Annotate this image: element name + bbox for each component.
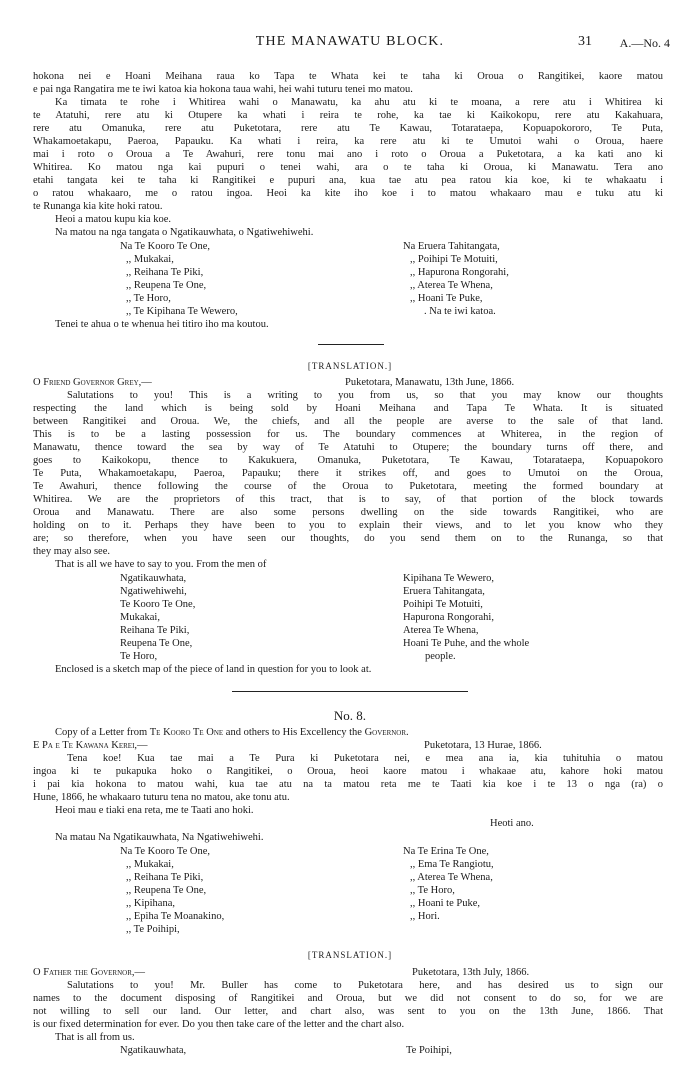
section-divider xyxy=(232,691,468,692)
section-intro xyxy=(55,726,409,739)
signature-name: Mukakai, xyxy=(120,612,160,623)
body-line: Oroua and Manawatu. There are also some persons dwelling on the side towards Rangitikei, who are xyxy=(33,507,663,518)
document-reference: A.—No. 4 xyxy=(619,36,670,50)
signature-name: Reihana Te Piki, xyxy=(120,625,190,636)
body-line: Salutations to you! Mr. Buller has come to Puketotara here, and has desired us to sign our xyxy=(67,980,663,991)
body-line: Heoi a matou kupu kia koe. xyxy=(55,214,172,225)
body-line: That is all we have to say to you. From the men of xyxy=(55,559,267,570)
section-heading: No. 8. xyxy=(333,708,367,723)
body-line: Enclosed is a sketch map of the piece of land in question for you to look at. xyxy=(55,664,372,675)
signature-name: ,, Reupena Te One, xyxy=(126,885,207,896)
signature-name: ,, Aterea Te Whena, xyxy=(410,280,493,291)
signature-name: ,, Te Horo, xyxy=(126,293,171,304)
signature-name: ,, Poihipi Te Motuiti, xyxy=(410,254,498,265)
signature-name: Na Te Erina Te One, xyxy=(403,846,489,857)
body-line: That is all from us. xyxy=(55,1032,135,1043)
signature-name: Ngatikauwhata, xyxy=(120,573,187,584)
body-line: not willing to sell our land. Our letter, and chart also, was sent to you on the 13th June, 1866. That xyxy=(33,1006,663,1017)
body-line: is our fixed determination for ever. Do you then take care of the letter and the chart also. xyxy=(33,1019,405,1030)
signature-name: Te Poihipi, xyxy=(406,1045,452,1056)
body-line: This is to be a lasting possession for us. The boundary commences at Whiterea, in the region of xyxy=(33,429,663,440)
body-line: Te Puta, Whakamoetakapu, Paeroa, Papauku; there it strikes off, and goes to Umutoi on the Oroua, xyxy=(33,468,663,479)
body-line: o ratou whakaaro, me o ratou ingoa. Heoi ka kite iho koe i to matou whakaaro mau e tuku atu ki xyxy=(33,188,663,199)
body-line: they may also see. xyxy=(33,546,110,557)
body-line: e pai nga Rangatira me te iwi katoa kia hokona taua wahi, hei wahi tuturu tenei mo matou. xyxy=(33,84,413,95)
signature-name: Na Te Kooro Te One, xyxy=(120,846,210,857)
body-line: te Atatuhi, rere atu ki Otupere ka whati i reira te rohe, ka tae ki Kaikokopu, rere atu Kakahuara, xyxy=(33,110,663,121)
body-line: Whitirea. Ko matou nga kai pupuri o tenei wahi, ara o te taha ki Oroua, ki Manawatu. Tera ano xyxy=(33,162,663,173)
body-line: Heoi mau e tiaki ena reta, me te Taati ano hoki. xyxy=(55,805,254,816)
body-line: Tenei te ahua o te whenua hei titiro iho ma koutou. xyxy=(55,319,269,330)
body-line: ingoa ki te pukapuka hoko o Rangitikei, o Oroua, heoi kaore matou i whakaae atu, kahore hoki matou xyxy=(33,766,663,777)
signature-name: Eruera Tahitangata, xyxy=(403,586,485,597)
signature-name: ,, Mukakai, xyxy=(126,254,174,265)
signature-name: ,, Hoani Te Puke, xyxy=(410,293,483,304)
body-line: Te Awahuri, thence following the course of the Oroua to Puketotara, meeting the formed boundary at xyxy=(33,481,663,492)
signature-name: ,, Reihana Te Piki, xyxy=(126,872,204,883)
signature-name: people. xyxy=(425,651,456,662)
signature-name: Ngatikauwhata, xyxy=(120,1045,187,1056)
signature-name: ,, Mukakai, xyxy=(126,859,174,870)
signature-name: ,, Reihana Te Piki, xyxy=(126,267,204,278)
intro-text: and others to His Excellency the xyxy=(223,727,365,738)
body-line: rere atu Omanuka, rere atu Puketotara, rere atu Te Kawau, Totarataepa, Kopuapokororo, Te Puta, xyxy=(33,123,663,134)
signature-name: ,, Aterea Te Whena, xyxy=(410,872,493,883)
body-line: Whitirea. We are the proprietors of this tract, that is to say, of that portion of the block towards xyxy=(33,494,663,505)
body-line: te Runanga kia kite hoki ratou. xyxy=(33,201,163,212)
intro-recipient: Governor. xyxy=(364,727,409,738)
translation-label: [TRANSLATION.] xyxy=(307,950,393,960)
signature-name: ,, Te Poihipi, xyxy=(126,924,180,935)
letter-place-date: Puketotara, 13 Hurae, 1866. xyxy=(424,740,542,751)
closing-phrase: Heoti ano. xyxy=(490,818,534,829)
signature-name: Kipihana Te Wewero, xyxy=(403,573,495,584)
intro-text: Copy of a Letter from xyxy=(55,727,150,738)
page-number: 31 xyxy=(578,34,592,49)
signature-name: ,, Hoani te Puke, xyxy=(410,898,480,909)
body-line: etahi tangata kei te taha ki Rangitikei e pupuri ana, kua tae atu pea ratou kia koe, ki te whakaatu i xyxy=(33,175,663,186)
page-title: THE MANAWATU BLOCK. xyxy=(255,34,445,49)
signature-name: Ngatiwehiwehi, xyxy=(120,586,187,597)
intro-author: Te Kooro Te One xyxy=(149,727,224,738)
body-line: names to the document disposing of Rangitikei and Oroua, but we did not consent to do so, for we are xyxy=(33,993,663,1004)
body-line: holding on to it. Perhaps they have been to you to explain their views, and to let you know who they xyxy=(33,520,663,531)
translation-label: [TRANSLATION.] xyxy=(307,361,393,371)
signature-name: ,, Kipihana, xyxy=(126,898,175,909)
signature-name: ,, Epiha Te Moanakino, xyxy=(126,911,225,922)
body-line: goes to Kaikokopu, thence to Kakukuera, Omanuka, Puketotara, Te Kawau, Totarataepa, Kopuapokoro xyxy=(33,455,663,466)
signature-name: Poihipi Te Motuiti, xyxy=(403,599,483,610)
letter-place-date: Puketotara, Manawatu, 13th June, 1866. xyxy=(345,377,515,388)
body-line: hokona nei e Hoani Meihana raua ko Tapa te Whata kei te taha ki Oroua o Rangitikei, kaore matou xyxy=(33,71,663,82)
body-line: mai i roto o Oroua a Te Awahuri, rere tonu mai ano i roto o Oroua a Puketotara, a ka kati ano ki xyxy=(33,149,663,160)
section-divider xyxy=(318,344,384,345)
signature-name: Hoani Te Puhe, and the whole xyxy=(403,638,530,649)
signature-name: Te Kooro Te One, xyxy=(120,599,196,610)
signature-name: Te Horo, xyxy=(120,651,158,662)
signature-name: ,, Ema Te Rangiotu, xyxy=(410,859,494,870)
signature-name: Reupena Te One, xyxy=(120,638,193,649)
signature-name: ,, Te Kipihana Te Wewero, xyxy=(126,306,238,317)
body-line: Na matou na nga tangata o Ngatikauwhata, o Ngatiwehiwehi. xyxy=(55,227,314,238)
signature-name: Na Eruera Tahitangata, xyxy=(403,241,500,252)
signature-name: . Na te iwi katoa. xyxy=(424,306,496,317)
signature-name: Hapurona Rongorahi, xyxy=(403,612,494,623)
signature-name: ,, Reupena Te One, xyxy=(126,280,207,291)
body-line: Ka timata te rohe i Whitirea wahi o Manawatu, ka ahu atu ki te moana, a rere atu i Whitirea ki xyxy=(55,97,663,108)
signature-name: ,, Hapurona Rongorahi, xyxy=(410,267,509,278)
body-line: Whakamoetakapu, Paeroa, Papauku. Ka whati i reira, ka rere atu ki te Umutoi wahi o Oroua, haere xyxy=(33,136,663,147)
body-line: Na matau Na Ngatikauwhata, Na Ngatiwehiwehi. xyxy=(55,832,264,843)
signature-name: ,, Te Horo, xyxy=(410,885,455,896)
body-line: Hune, 1866, he whakaaro tuturu tena no matou, ake tonu atu. xyxy=(33,792,290,803)
body-line: Tena koe! Kua tae mai a Te Pura ki Puketotara nei, e mea ana ia, kia tuhituhia o matou xyxy=(67,753,663,764)
body-line: between Rangitikei and Oroua. We, the chiefs, and all the people are averse to the sale of that land. xyxy=(33,416,663,427)
letter-salutation: O Father the Governor,— xyxy=(33,967,146,978)
letter-salutation: E Pa e Te Kawana Kerei,— xyxy=(33,740,148,751)
letter-place-date: Puketotara, 13th July, 1866. xyxy=(412,967,530,978)
body-line: Salutations to you! This is a writing to you from us, so that you may know our thoughts xyxy=(67,390,663,401)
signature-name: Na Te Kooro Te One, xyxy=(120,241,210,252)
letter-salutation: O Friend Governor Grey,— xyxy=(33,377,152,388)
page-header xyxy=(30,34,670,52)
body-line: respecting the land which is being sold by Hoani Meihana and Tapa Te Whata. It is situated xyxy=(33,403,663,414)
body-line: i pai kia hokona to matou wahi, kua tae atu na ta matou reta me te Taati kia koe i te 13 o nga (ra) o xyxy=(33,779,663,790)
body-line: are; so therefore, when you have seen our thoughts, do you send them on to the Runanga, so that xyxy=(33,533,663,544)
signature-name: Aterea Te Whena, xyxy=(403,625,479,636)
body-line: Manawatu, thence toward the sea by way of Te Atatuhi to Otupere; the boundary turns off there, and xyxy=(33,442,663,453)
signature-name: ,, Hori. xyxy=(410,911,440,922)
